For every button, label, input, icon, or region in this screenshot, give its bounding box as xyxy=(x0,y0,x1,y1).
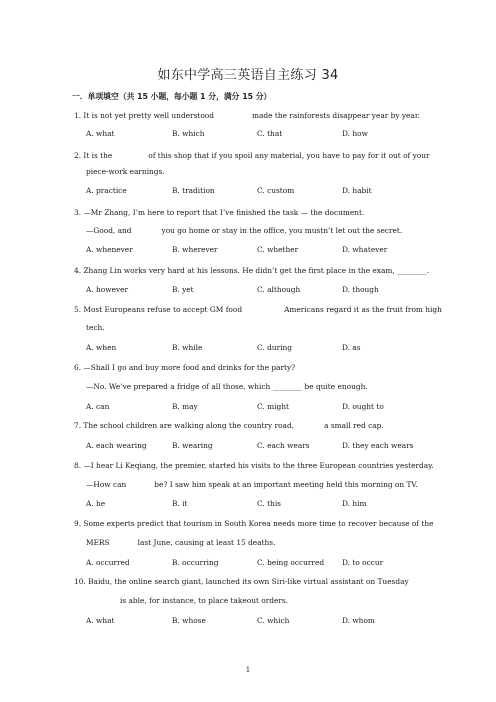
option-a: A. what xyxy=(86,129,115,138)
options-10 xyxy=(86,616,426,626)
option-b: B. may xyxy=(172,402,198,411)
question-5-continuation: tech. xyxy=(86,323,105,332)
option-d: D. though xyxy=(342,285,379,294)
option-a: A. can xyxy=(86,402,110,411)
question-10-line-2: is able, for instance, to place takeout orders. xyxy=(120,596,289,605)
options-5 xyxy=(86,343,426,353)
option-c: C. being occurred xyxy=(257,558,325,567)
option-a: A. what xyxy=(86,616,115,625)
option-b: B. wearing xyxy=(172,441,213,450)
option-d: D. habit xyxy=(342,186,372,195)
option-a: A. occurred xyxy=(86,558,130,567)
question-4: 4. Zhang Lin works very hard at his lessons. He didn’t get the first place in the exam, ________. xyxy=(74,266,429,275)
question-1: 1. It is not yet pretty well understood made the rainforests disappear year by year. xyxy=(74,111,420,120)
option-b: B. tradition xyxy=(172,186,215,195)
question-7: 7. The school children are walking along the country road, a small red cap. xyxy=(74,421,384,430)
options-4 xyxy=(86,285,426,295)
question-3-line-2: —Good, and you go home or stay in the office, you mustn’t let out the secret. xyxy=(86,226,403,235)
option-c: C. might xyxy=(257,402,289,411)
question-9-line-2: MERS last June, causing at least 15 deaths. xyxy=(86,538,276,547)
option-c: C. whether xyxy=(257,245,299,254)
option-a: A. each wearing xyxy=(86,441,147,450)
option-a: A. when xyxy=(86,343,117,352)
option-d: D. they each wears xyxy=(342,441,414,450)
question-2: 2. It is the of this shop that if you spoil any material, you have to pay for it out of your xyxy=(74,151,430,160)
option-c: C. custom xyxy=(257,186,295,195)
options-8 xyxy=(86,499,426,509)
option-c: C. that xyxy=(257,129,283,138)
page-title: 如东中学高三英语自主练习 34 xyxy=(157,68,339,83)
question-5: 5. Most Europeans refuse to accept GM food Americans regard it as the fruit from high xyxy=(74,305,442,314)
option-a: A. however xyxy=(86,285,129,294)
option-b: B. yet xyxy=(172,285,194,294)
option-b: B. while xyxy=(172,343,203,352)
options-2 xyxy=(86,186,426,196)
question-2-continuation: piece-work earnings. xyxy=(86,167,165,176)
question-8-line-2: —How can be? I saw him speak at an important meeting held this morning on TV. xyxy=(86,480,418,489)
options-7 xyxy=(86,441,426,451)
option-c: C. although xyxy=(257,285,301,294)
option-c: C. which xyxy=(257,616,290,625)
option-a: A. practice xyxy=(86,186,127,195)
option-d: D. to occur xyxy=(342,558,384,567)
option-c: C. each wears xyxy=(257,441,310,450)
option-b: B. whose xyxy=(172,616,206,625)
options-1 xyxy=(86,129,426,139)
question-6: 6. —Shall I go and buy more food and drinks for the party? xyxy=(74,363,296,372)
question-6-line-2: —No. We’ve prepared a fridge of all those, which ________ be quite enough. xyxy=(86,382,368,391)
question-8: 8. —I hear Li Keqiang, the premier, started his visits to the three European countries yesterday. xyxy=(74,461,434,470)
option-d: D. as xyxy=(342,343,361,352)
option-c: C. during xyxy=(257,343,292,352)
question-3: 3. —Mr Zhang, I’m here to report that I’ve finished the task — the document. xyxy=(74,208,365,217)
option-d: D. ought to xyxy=(342,402,384,411)
option-b: B. wherever xyxy=(172,245,218,254)
option-d: D. whatever xyxy=(342,245,388,254)
section-heading: 一．单项填空（共 15 小题，每小题 1 分，满分 15 分） xyxy=(72,92,272,101)
option-d: D. him xyxy=(342,499,367,508)
options-6 xyxy=(86,402,426,412)
option-a: A. whenever xyxy=(86,245,133,254)
options-3 xyxy=(86,245,426,255)
option-a: A. he xyxy=(86,499,106,508)
option-d: D. how xyxy=(342,129,368,138)
option-c: C. this xyxy=(257,499,281,508)
options-9 xyxy=(86,558,426,568)
option-b: B. occurring xyxy=(172,558,219,567)
option-b: B. which xyxy=(172,129,205,138)
question-10: 10. Baidu, the online search giant, launched its own Siri-like virtual assistant on Tuesday xyxy=(74,577,409,586)
question-9: 9. Some experts predict that tourism in South Korea needs more time to recover because of the xyxy=(74,519,434,528)
option-b: B. it xyxy=(172,499,188,508)
option-d: D. whom xyxy=(342,616,375,625)
page-number: 1 xyxy=(245,666,251,674)
